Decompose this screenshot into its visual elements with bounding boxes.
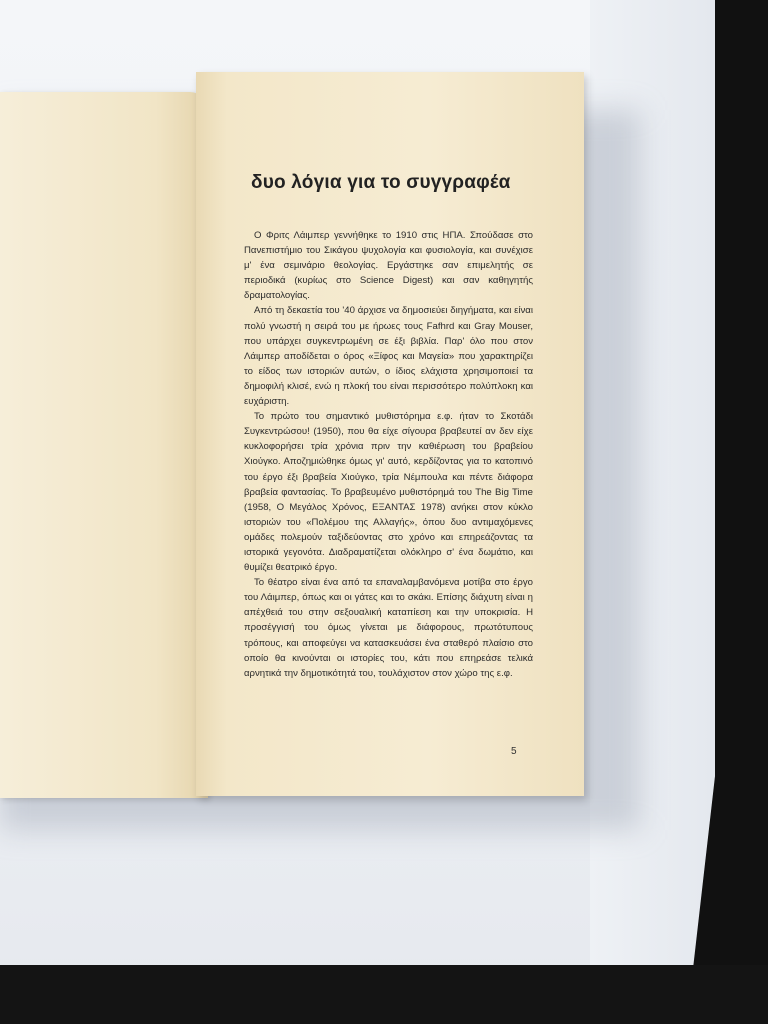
paragraph: Το θέατρο είναι ένα από τα επαναλαμβανόμενα μοτίβα στο έργο του Λάιμπερ, όπως και οι γάτες και το σκάκι. Επίσης διάχυτη είναι η απέχθειά του στην σεξουαλική καταπίεση και την υποκρισία. Η προσέγγισή του όμως γίνεται με διάφορους, πρωτότυπους τρόπους, και αποφεύγει να κατασκευάσει ένα σταθερό πλαίσιο στο οποίο θα κινούνται οι ιστορίες του, κάτι που επηρεάσε τελικά αρνητικά την δημοτικότητά του, τουλάχιστον στον χώρο της ε.φ.: [244, 577, 533, 679]
paragraph: Το πρώτο του σημαντικό μυθιστόρημα ε.φ. ήταν το Σκοτάδι Συγκεντρώσου! (1950), που θα είχε σίγουρα βραβευτεί αν δεν είχε κυκλοφορήσει τρία χρόνια πριν την καθιέρωση του βραβείου Χιούγκο. Αποζημιώθηκε όμως γι' αυτό, κερδίζοντας για το κατοπινό του έργο έξι βραβεία Χιούγκο, τρία Νέμπουλα και πέντε διάφορα βραβεία φαντασίας. Το βραβευμένο μυθιστόρημά του The Big Time (1958, Ο Μεγάλος Χρόνος, ΕΞΑΝΤΑΣ 1978) ανήκει στον κύκλο ιστοριών του «Πολέμου της Αλλαγής», όπου δυο αντιμαχόμενες ομάδες πολεμούν ταξιδεύοντας στο χρόνο και επηρεάζοντας τα ιστορικά γεγονότα. Διαδραματίζεται ολόκληρο σ' ένα δωμάτιο, και θυμίζει θεατρικό έργο.: [244, 411, 533, 574]
background-dark-bottom: [0, 965, 768, 1024]
paragraph: Ο Φριτς Λάιμπερ γεννήθηκε το 1910 στις ΗΠΑ. Σπούδασε στο Πανεπιστήμιο του Σικάγου ψυχολογία και φυσιολογία, και συνέχισε μ' ένα σεμινάριο θεολογίας. Εργάστηκε σαν επιμελητής σε περιοδικά (κυρίως στο Science Digest) και σαν καθηγητής δραματολογίας.: [244, 230, 533, 302]
page-number: 5: [511, 746, 517, 757]
left-page: [0, 92, 208, 798]
paragraph: Από τη δεκαετία του '40 άρχισε να δημοσιεύει διηγήματα, και είναι πολύ γνωστή η σειρά του με ήρωες τους Fafhrd και Gray Mouser, που υπάρχει συγκεντρωμένη σε έξι βιβλία. Παρ' όλο που στον Λάιμπερ αποδίδεται ο όρος «Ξίφος και Μαγεία» που χαρακτηρίζει το είδος των ιστοριών αυτών, ο ίδιος ελάχιστα χρησιμοποιεί τα δημοφιλή κλισέ, ενώ η πλοκή του είναι περισσότερο πολύπλοκη και ευχάριστη.: [244, 305, 533, 408]
page-title: δυο λόγια για το συγγραφέα: [251, 172, 511, 193]
body-text: [244, 228, 533, 681]
